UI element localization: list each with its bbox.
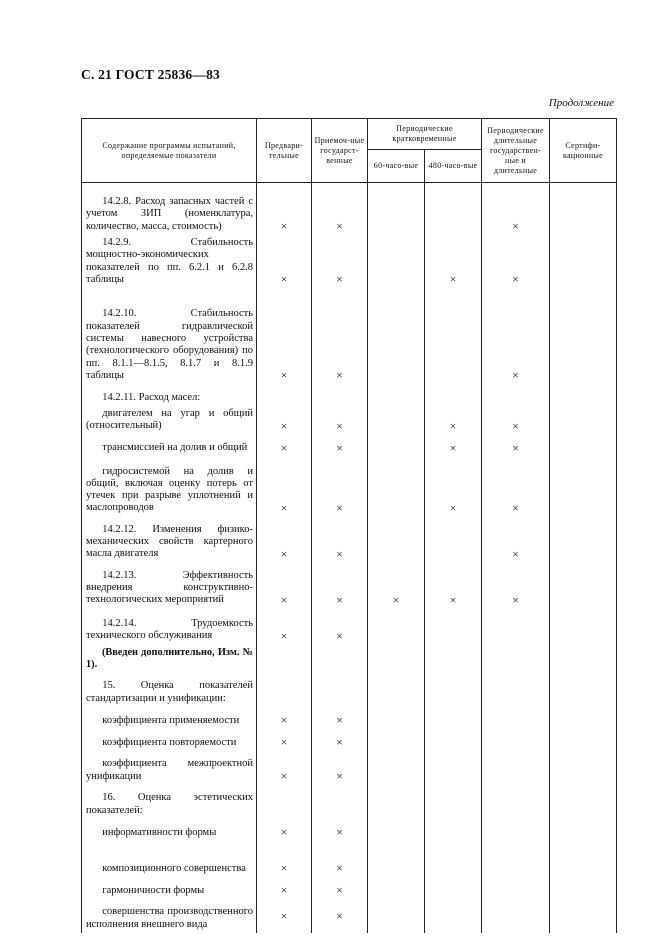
cross-mark-icon: × bbox=[336, 628, 343, 643]
mark-cell bbox=[257, 288, 312, 384]
mark-cell bbox=[257, 899, 312, 933]
table-row bbox=[82, 645, 617, 673]
mark-cell bbox=[257, 457, 312, 517]
table-row bbox=[82, 183, 617, 236]
mark-cell bbox=[257, 877, 312, 899]
row-description bbox=[82, 183, 257, 236]
mark-cell bbox=[368, 288, 425, 384]
mark-cell bbox=[425, 819, 482, 841]
row-description bbox=[82, 235, 257, 288]
mark-cell bbox=[425, 384, 482, 406]
table-row bbox=[82, 384, 617, 406]
row-description bbox=[82, 406, 257, 435]
row-description-text: информативности формы bbox=[102, 826, 217, 838]
mark-cell bbox=[257, 435, 312, 457]
mark-cell bbox=[550, 235, 617, 288]
mark-cell bbox=[550, 183, 617, 236]
mark-cell bbox=[482, 517, 550, 563]
mark-cell bbox=[550, 877, 617, 899]
table-row bbox=[82, 435, 617, 457]
mark-cell bbox=[312, 609, 368, 645]
mark-cell bbox=[425, 707, 482, 729]
row-description bbox=[82, 819, 257, 841]
mark-cell bbox=[368, 785, 425, 819]
mark-cell bbox=[368, 183, 425, 236]
table-row bbox=[82, 707, 617, 729]
row-description bbox=[82, 517, 257, 563]
cross-mark-icon: × bbox=[336, 734, 343, 749]
cross-mark-icon: × bbox=[512, 418, 519, 433]
col-header-acceptance: Приемоч-ные государст-венные bbox=[312, 119, 368, 183]
row-description-text: коэффициента повторяемости bbox=[102, 736, 237, 748]
row-description bbox=[82, 899, 257, 933]
mark-cell bbox=[425, 877, 482, 899]
mark-cell bbox=[312, 751, 368, 785]
mark-cell bbox=[550, 435, 617, 457]
cross-mark-icon: × bbox=[336, 272, 343, 287]
mark-cell bbox=[368, 673, 425, 707]
row-description-text: коэффициента межпроектной унификации bbox=[86, 758, 253, 782]
cross-mark-icon: × bbox=[336, 592, 343, 607]
cross-mark-icon: × bbox=[336, 908, 343, 923]
mark-cell bbox=[550, 288, 617, 384]
mark-cell bbox=[257, 235, 312, 288]
cross-mark-icon: × bbox=[280, 908, 288, 923]
mark-cell bbox=[312, 785, 368, 819]
mark-cell bbox=[257, 563, 312, 609]
mark-cell bbox=[312, 288, 368, 384]
cross-mark-icon: × bbox=[280, 592, 288, 607]
cross-mark-icon: × bbox=[280, 768, 288, 783]
mark-cell bbox=[482, 406, 550, 435]
row-description-text: совершенства производственного исполнения внешнего вида bbox=[86, 906, 253, 930]
table-row bbox=[82, 673, 617, 707]
row-description-text: 14.2.8. Расход запасных частей с учетом ЗИП (номенклатура, количество, масса, стоимость) bbox=[86, 196, 253, 232]
mark-cell bbox=[550, 729, 617, 751]
cross-mark-icon: × bbox=[392, 592, 400, 607]
mark-cell bbox=[482, 609, 550, 645]
col-header-periodic-short: Периодические кратковременные bbox=[368, 119, 482, 150]
mark-cell bbox=[368, 457, 425, 517]
mark-cell bbox=[550, 819, 617, 841]
mark-cell bbox=[368, 517, 425, 563]
mark-cell bbox=[482, 235, 550, 288]
mark-cell bbox=[257, 751, 312, 785]
mark-cell bbox=[312, 183, 368, 236]
page-header: С. 21 ГОСТ 25836—83 bbox=[81, 67, 220, 82]
row-description bbox=[82, 384, 257, 406]
mark-cell bbox=[312, 673, 368, 707]
cross-mark-icon: × bbox=[336, 860, 343, 875]
mark-cell bbox=[482, 384, 550, 406]
cross-mark-icon: × bbox=[280, 218, 288, 233]
mark-cell bbox=[550, 406, 617, 435]
row-description-text: композиционного совершенства bbox=[102, 862, 246, 874]
mark-cell bbox=[368, 406, 425, 435]
mark-cell bbox=[482, 435, 550, 457]
mark-cell bbox=[368, 707, 425, 729]
table-row bbox=[82, 877, 617, 899]
row-description-text: двигателем на угар и общий (относительный) bbox=[86, 408, 253, 432]
row-description bbox=[82, 673, 257, 707]
table-row bbox=[82, 517, 617, 563]
mark-cell bbox=[312, 899, 368, 933]
mark-cell bbox=[312, 235, 368, 288]
cross-mark-icon: × bbox=[512, 546, 519, 561]
table-row bbox=[82, 899, 617, 933]
mark-cell bbox=[368, 841, 425, 877]
mark-cell bbox=[482, 877, 550, 899]
cross-mark-icon: × bbox=[512, 218, 519, 233]
row-description-text: 14.2.14. Трудоемкость технического обслуживания bbox=[86, 618, 253, 642]
cross-mark-icon: × bbox=[336, 882, 343, 897]
cross-mark-icon: × bbox=[280, 440, 288, 455]
row-description bbox=[82, 563, 257, 609]
cross-mark-icon: × bbox=[336, 500, 343, 515]
row-description bbox=[82, 841, 257, 877]
row-description bbox=[82, 457, 257, 517]
mark-cell bbox=[257, 406, 312, 435]
table-row bbox=[82, 457, 617, 517]
col-header-certification: Сертифи-кационные bbox=[550, 119, 617, 183]
row-description bbox=[82, 435, 257, 457]
mark-cell bbox=[425, 729, 482, 751]
row-description-text: (Введен дополнительно, Изм. № 1). bbox=[86, 646, 253, 670]
mark-cell bbox=[482, 645, 550, 673]
table-row bbox=[82, 785, 617, 819]
cross-mark-icon: × bbox=[280, 418, 288, 433]
mark-cell bbox=[482, 751, 550, 785]
mark-cell bbox=[257, 729, 312, 751]
mark-cell bbox=[368, 609, 425, 645]
row-description-text: коэффициента применяемости bbox=[102, 714, 240, 726]
mark-cell bbox=[482, 563, 550, 609]
cross-mark-icon: × bbox=[512, 500, 519, 515]
mark-cell bbox=[425, 288, 482, 384]
mark-cell bbox=[550, 645, 617, 673]
cross-mark-icon: × bbox=[449, 592, 457, 607]
mark-cell bbox=[482, 457, 550, 517]
mark-cell bbox=[312, 877, 368, 899]
row-description bbox=[82, 609, 257, 645]
table-body bbox=[82, 183, 617, 933]
cross-mark-icon: × bbox=[336, 418, 343, 433]
mark-cell bbox=[482, 841, 550, 877]
mark-cell bbox=[425, 183, 482, 236]
row-description bbox=[82, 877, 257, 899]
cross-mark-icon: × bbox=[280, 712, 288, 727]
mark-cell bbox=[482, 729, 550, 751]
row-description-text: трансмиссией на долив и общий bbox=[102, 442, 248, 454]
mark-cell bbox=[425, 899, 482, 933]
cross-mark-icon: × bbox=[449, 500, 457, 515]
table-row bbox=[82, 729, 617, 751]
row-description bbox=[82, 729, 257, 751]
cross-mark-icon: × bbox=[280, 824, 288, 839]
mark-cell bbox=[550, 673, 617, 707]
mark-cell bbox=[312, 384, 368, 406]
mark-cell bbox=[425, 785, 482, 819]
mark-cell bbox=[312, 563, 368, 609]
mark-cell bbox=[550, 841, 617, 877]
mark-cell bbox=[312, 819, 368, 841]
mark-cell bbox=[257, 645, 312, 673]
mark-cell bbox=[425, 841, 482, 877]
mark-cell bbox=[257, 183, 312, 236]
mark-cell bbox=[550, 563, 617, 609]
mark-cell bbox=[425, 235, 482, 288]
cross-mark-icon: × bbox=[336, 546, 343, 561]
cross-mark-icon: × bbox=[336, 368, 343, 383]
table-row bbox=[82, 288, 617, 384]
col-header-periodic-long: Периодические длительные государствен-ные и длительные bbox=[482, 119, 550, 183]
cross-mark-icon: × bbox=[449, 440, 457, 455]
row-description bbox=[82, 751, 257, 785]
mark-cell bbox=[368, 435, 425, 457]
row-description-text: 14.2.10. Стабильность показателей гидравлической системы навесного устройства (технологического оборудования) по пп. 8.1.1—8.1.5, 8.1.7 и 8.1.9 таблицы bbox=[86, 308, 253, 381]
cross-mark-icon: × bbox=[280, 860, 288, 875]
mark-cell bbox=[482, 183, 550, 236]
mark-cell bbox=[550, 384, 617, 406]
table-row bbox=[82, 751, 617, 785]
cross-mark-icon: × bbox=[336, 824, 343, 839]
mark-cell bbox=[368, 235, 425, 288]
mark-cell bbox=[312, 707, 368, 729]
cross-mark-icon: × bbox=[336, 218, 343, 233]
mark-cell bbox=[425, 751, 482, 785]
test-program-table bbox=[81, 118, 617, 933]
row-description-text: 14.2.11. Расход масел: bbox=[102, 391, 201, 403]
row-description-text: 14.2.13. Эффективность внедрения конструктивно-технологических мероприятий bbox=[86, 569, 253, 606]
mark-cell bbox=[482, 673, 550, 707]
row-description-text: 15. Оценка показателей стандартизации и унификации: bbox=[86, 680, 253, 704]
mark-cell bbox=[425, 457, 482, 517]
mark-cell bbox=[312, 729, 368, 751]
mark-cell bbox=[312, 406, 368, 435]
mark-cell bbox=[550, 609, 617, 645]
table-row bbox=[82, 609, 617, 645]
row-description-text: гармоничности формы bbox=[102, 884, 205, 896]
mark-cell bbox=[482, 288, 550, 384]
cross-mark-icon: × bbox=[280, 628, 288, 643]
mark-cell bbox=[425, 609, 482, 645]
mark-cell bbox=[550, 751, 617, 785]
mark-cell bbox=[312, 457, 368, 517]
mark-cell bbox=[482, 707, 550, 729]
mark-cell bbox=[482, 785, 550, 819]
mark-cell bbox=[312, 517, 368, 563]
cross-mark-icon: × bbox=[336, 440, 343, 455]
mark-cell bbox=[425, 517, 482, 563]
mark-cell bbox=[482, 819, 550, 841]
mark-cell bbox=[257, 841, 312, 877]
cross-mark-icon: × bbox=[512, 440, 519, 455]
mark-cell bbox=[425, 673, 482, 707]
mark-cell bbox=[257, 384, 312, 406]
mark-cell bbox=[257, 609, 312, 645]
mark-cell bbox=[550, 707, 617, 729]
mark-cell bbox=[550, 457, 617, 517]
mark-cell bbox=[312, 645, 368, 673]
mark-cell bbox=[425, 645, 482, 673]
cross-mark-icon: × bbox=[336, 768, 343, 783]
table-row bbox=[82, 235, 617, 288]
mark-cell bbox=[425, 435, 482, 457]
cross-mark-icon: × bbox=[280, 882, 288, 897]
mark-cell bbox=[550, 517, 617, 563]
mark-cell bbox=[257, 785, 312, 819]
cross-mark-icon: × bbox=[280, 500, 288, 515]
row-description bbox=[82, 288, 257, 384]
cross-mark-icon: × bbox=[336, 712, 343, 727]
col-header-60h: 60-часо-вые bbox=[368, 150, 425, 183]
cross-mark-icon: × bbox=[512, 368, 519, 383]
cross-mark-icon: × bbox=[280, 546, 288, 561]
col-header-480h: 480-часо-вые bbox=[425, 150, 482, 183]
cross-mark-icon: × bbox=[449, 418, 457, 433]
mark-cell bbox=[257, 707, 312, 729]
mark-cell bbox=[257, 517, 312, 563]
col-header-preliminary: Предвари-тельные bbox=[257, 119, 312, 183]
mark-cell bbox=[368, 384, 425, 406]
row-description-text: 14.2.12. Изменения физико-механических свойств картерного масла двигателя bbox=[86, 523, 253, 560]
cross-mark-icon: × bbox=[280, 272, 288, 287]
continuation-label: Продолжение bbox=[548, 97, 614, 109]
table-row bbox=[82, 563, 617, 609]
mark-cell bbox=[425, 406, 482, 435]
mark-cell bbox=[482, 899, 550, 933]
row-description bbox=[82, 707, 257, 729]
cross-mark-icon: × bbox=[280, 368, 288, 383]
mark-cell bbox=[257, 819, 312, 841]
row-description-text: 14.2.9. Стабильность мощностно-экономических показателей по пп. 6.2.1 и 6.2.8 таблицы bbox=[86, 237, 253, 285]
mark-cell bbox=[368, 645, 425, 673]
row-description-text: гидросистемой на долив и общий, включая оценку потерь от утечек при разрыве уплотнений и маслопроводов bbox=[86, 465, 253, 514]
mark-cell bbox=[368, 899, 425, 933]
mark-cell bbox=[550, 785, 617, 819]
cross-mark-icon: × bbox=[512, 272, 519, 287]
cross-mark-icon: × bbox=[512, 592, 519, 607]
mark-cell bbox=[257, 673, 312, 707]
mark-cell bbox=[368, 751, 425, 785]
row-description bbox=[82, 645, 257, 673]
mark-cell bbox=[312, 435, 368, 457]
row-description-text: 16. Оценка эстетических показателей: bbox=[86, 792, 253, 816]
mark-cell bbox=[368, 877, 425, 899]
table-row bbox=[82, 841, 617, 877]
mark-cell bbox=[368, 729, 425, 751]
mark-cell bbox=[368, 563, 425, 609]
row-description bbox=[82, 785, 257, 819]
col-header-content: Содержание программы испытаний, определяемые показатели bbox=[82, 119, 257, 183]
mark-cell bbox=[312, 841, 368, 877]
table-row bbox=[82, 406, 617, 435]
mark-cell bbox=[368, 819, 425, 841]
mark-cell bbox=[425, 563, 482, 609]
cross-mark-icon: × bbox=[280, 734, 288, 749]
table-row bbox=[82, 819, 617, 841]
cross-mark-icon: × bbox=[449, 272, 457, 287]
mark-cell bbox=[550, 899, 617, 933]
